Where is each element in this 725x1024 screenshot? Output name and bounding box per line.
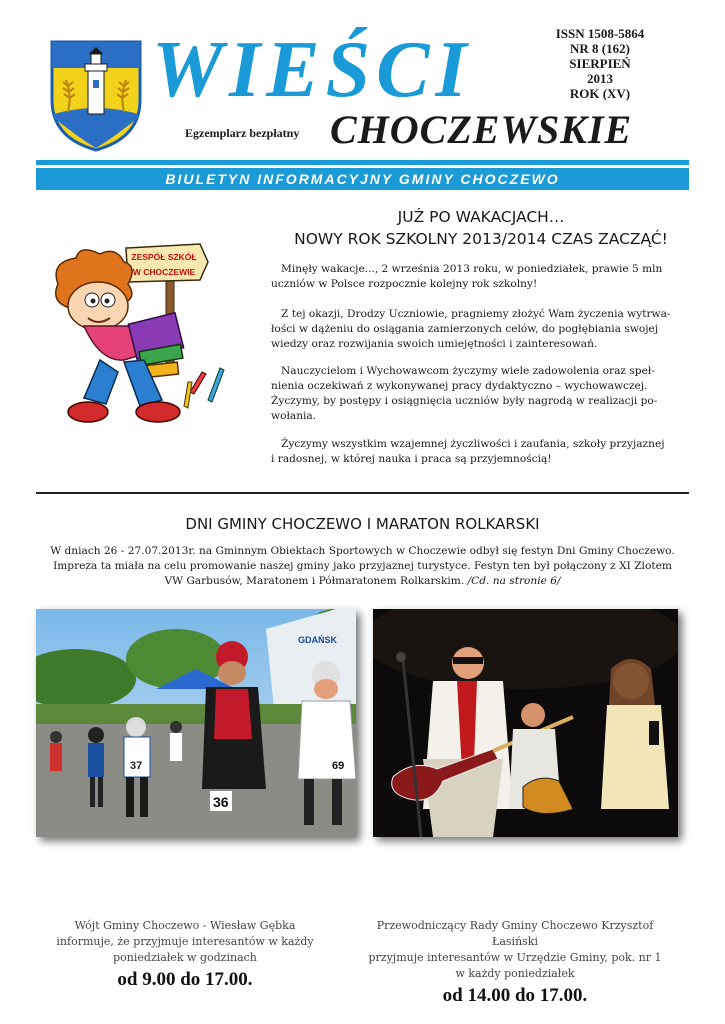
council-chair-office-hours	[365, 918, 665, 1006]
text-line: Życzymy, by postępy i osiągnięcia uczniów były nagrodą w realizacji po-	[271, 395, 658, 407]
banner-text: GDAŃSK	[298, 635, 338, 645]
sign-text-line1: ZESPÓŁ SZKÓŁ	[131, 252, 197, 262]
text-line: w każdy poniedziałek	[455, 967, 575, 980]
text-line: poniedziałek w godzinach	[113, 951, 257, 964]
newspaper-subtitle: CHOCZEWSKIE	[330, 107, 633, 152]
text-line: wołania.	[271, 410, 317, 422]
text-line: nienia oczekiwań z wykonywanej pracy dydaktyczno – wychowawczej.	[271, 380, 648, 392]
article1-paragraph	[271, 307, 691, 352]
bib-number: 69	[332, 760, 345, 772]
photo1-image	[36, 609, 356, 837]
header-rule	[36, 160, 689, 165]
text-line: przyjmuje interesantów w Urzędzie Gminy, pok. nr 1	[368, 951, 662, 964]
text-line: Impreza ta miała na celu promowanie naszej gminy jako przyjaznej turystyce. Festyn ten był połączony z XI Zlotem	[53, 560, 672, 572]
text-line	[36, 574, 689, 589]
issue-year: 2013	[587, 71, 613, 86]
mayor-office-hours	[35, 918, 335, 990]
office-hours: od 9.00 do 17.00.	[117, 969, 253, 990]
school-boy-illustration	[40, 222, 265, 447]
article1-title	[272, 206, 690, 250]
text-line: W dniach 26 - 27.07.2013r. na Gminnym Obiektach Sportowych w Choczewie odbył się festyn Dni Gminy Choczewo.	[50, 545, 675, 557]
text-line: Życzymy wszystkim wzajemnej życzliwości i zaufania, szkoły przyjaznej	[281, 438, 665, 450]
text-line: i radosnej, w której nauka i praca są przyjemnością!	[271, 453, 552, 465]
text-line: Wójt Gminy Choczewo - Wiesław Gębka	[74, 919, 296, 932]
text-line: Przewodniczący Rady Gminy Choczewo Krzysztof Łasiński	[376, 919, 654, 948]
section-divider	[36, 492, 689, 494]
text-line: wiedzy oraz rozwijania swoich umiejętności i zainteresowań.	[271, 338, 598, 350]
bib-number: 37	[130, 760, 143, 772]
text-line: łości w dążeniu do osiągania zamierzonych celów, do pogłębiania swojej	[271, 323, 659, 335]
issn: ISSN 1508-5864	[555, 26, 645, 41]
article1-paragraph	[271, 262, 691, 292]
article1-title-line2: NOWY ROK SZKOLNY 2013/2014 CZAS ZACZĄĆ!	[294, 230, 668, 248]
newspaper-title: WIEŚCI	[152, 26, 473, 114]
issue-month: SIERPIEŃ	[569, 56, 631, 71]
coat-of-arms-logo	[50, 40, 142, 152]
office-hours: od 14.00 do 17.00.	[442, 985, 588, 1006]
bulletin-band: BIULETYN INFORMACYJNY GMINY CHOCZEWO	[36, 168, 689, 190]
issue-number: NR 8 (162)	[570, 41, 630, 56]
article2-body	[36, 544, 689, 589]
text-line: Minęły wakacje..., 2 września 2013 roku, w poniedziałek, prawie 5 mln	[281, 263, 663, 275]
article1-title-line1: JUŻ PO WAKACJACH…	[397, 208, 565, 226]
article1-paragraph	[271, 364, 691, 424]
text-line: Nauczycielom i Wychowawcom życzymy wiele zadowolenia oraz speł-	[281, 365, 655, 377]
bib-number: 36	[213, 794, 229, 810]
issue-volume: ROK (XV)	[569, 86, 631, 101]
sign-text-line2: W CHOCZEWIE	[132, 267, 196, 277]
text-line: Z tej okazji, Drodzy Uczniowie, pragniemy złożyć Wam życzenia wytrwa-	[281, 308, 671, 320]
text-line: informuje, że przyjmuje interesantów w każdy	[56, 935, 314, 948]
issue-info	[540, 26, 660, 101]
text-line: uczniów w Polsce rozpocznie kolejny rok szkolny!	[271, 278, 538, 290]
continued-reference: /Cd. na stronie 6/	[467, 575, 561, 587]
band-concert-photo	[373, 609, 678, 837]
rollerblade-marathon-photo	[36, 609, 356, 837]
article1-paragraph	[271, 437, 691, 467]
free-copy-label: Egzemplarz bezpłatny	[185, 126, 300, 140]
text-line-start: VW Garbusów, Maratonem i Półmaratonem Rolkarskim.	[164, 575, 465, 587]
article2-title: DNI GMINY CHOCZEWO I MARATON ROLKARSKI	[185, 515, 540, 533]
photo2-image	[373, 609, 678, 837]
